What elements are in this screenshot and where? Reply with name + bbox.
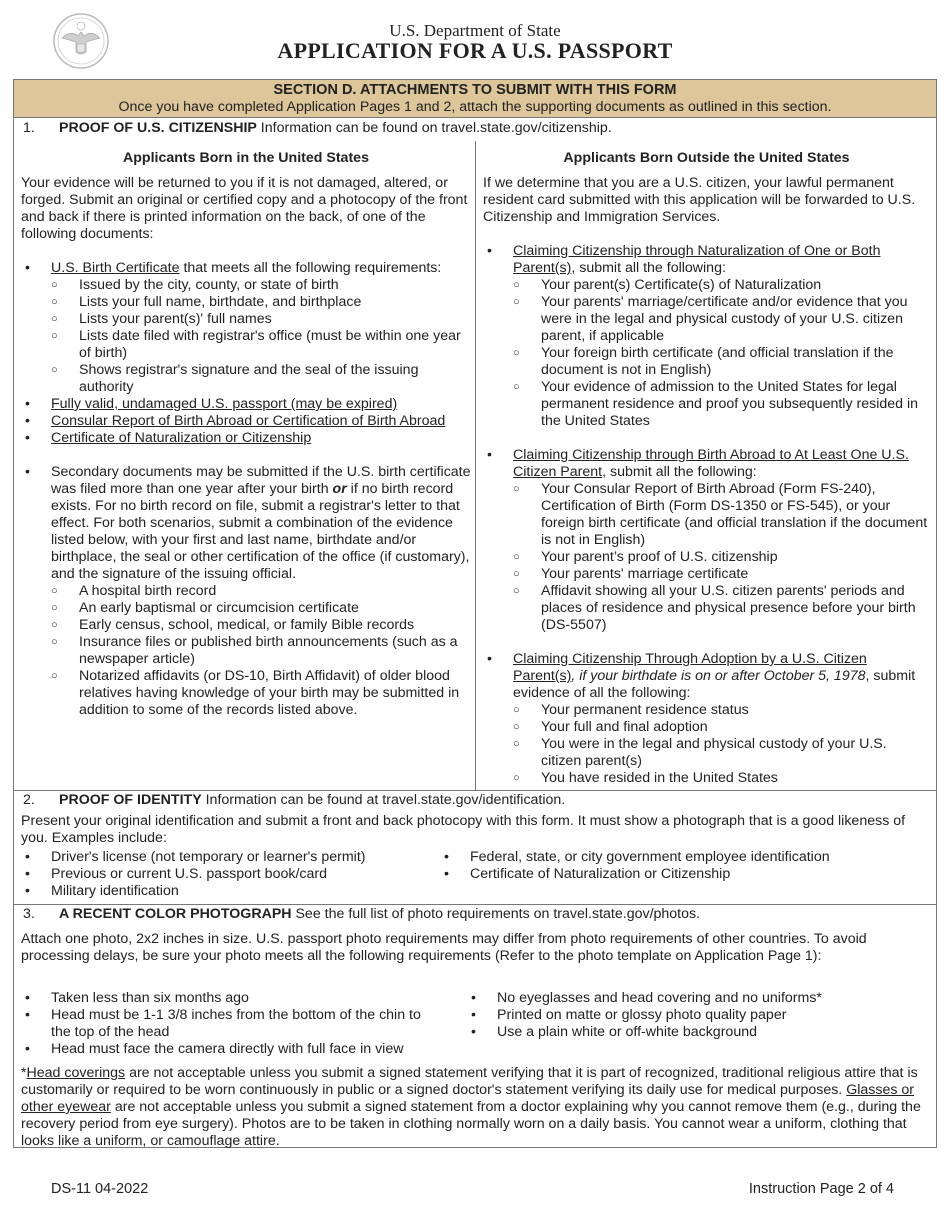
section3-info: See the full list of photo requirements on travel.state.gov/photos. <box>291 906 701 922</box>
birth-certificate-text: that meets all the following requirements: <box>179 260 442 276</box>
section3-heading: A RECENT COLOR PHOTOGRAPH <box>59 906 292 922</box>
page-title: APPLICATION FOR A U.S. PASSPORT <box>277 38 673 63</box>
note-star: * <box>21 1065 27 1081</box>
list-item: • Head must face the camera directly with full face in view <box>21 1041 431 1058</box>
section2-info: Information can be found at travel.state.gov/identification. <box>201 792 566 808</box>
list-item: ○ Notarized affidavits (or DS-10, Birth Affidavit) of older blood relatives having knowledge of your birth may be submitted in addition to some of the records listed above. <box>51 668 471 719</box>
list-item: ○ Your parent’s proof of U.S. citizenship <box>513 549 930 566</box>
eyewear-text: are not acceptable unless you submit a signed statement from a doctor explaining why you cannot remove them (e.g., during the recovery period from eye surgery). Photos are to be taken in clothing normally worn on a daily basis. You cannot wear a uniform, clothing that looks like a uniform, or camouflage attire. <box>21 1099 921 1149</box>
list-item: ○ Your parents' marriage/certificate and/or evidence that you were in the legal and physical custody of your U.S. citizen parent, if applicable <box>513 294 930 345</box>
secondary-docs-item <box>21 464 471 719</box>
list-item: • Printed on matte or glossy photo quality paper <box>467 1007 927 1024</box>
section2-heading: PROOF OF IDENTITY <box>59 792 202 808</box>
adoption-claim-text: , submit evidence of all the following: <box>513 668 916 701</box>
identity-left-list <box>21 849 441 900</box>
list-item: ○ Your permanent residence status <box>513 702 930 719</box>
section3-number: 3. <box>23 906 35 922</box>
list-item: ○ Your Consular Report of Birth Abroad (Form FS-240), Certification of Birth (Form DS-1350 or FS-545), or your foreign birth certificate (and official translation if the document is not in English) <box>513 481 930 549</box>
section3-body: Attach one photo, 2x2 inches in size. U.S. passport photo requirements may differ from photo requirements of other countries. To avoid processing delays, be sure your photo meets all the following requirements (Refer to the photo template on Application Page 1): <box>21 931 867 964</box>
naturalization-claim-text: , submit all the following: <box>571 260 726 276</box>
section1-number: 1. <box>23 120 35 136</box>
list-item: • Head must be 1-1 3/8 inches from the bottom of the chin to the top of the head <box>21 1007 431 1041</box>
section1-info: Information can be found on travel.state.gov/citizenship. <box>256 120 612 136</box>
section2-number: 2. <box>23 792 35 808</box>
identity-right-list <box>440 849 930 883</box>
section-subtitle: Once you have completed Application Pages 1 and 2, attach the supporting documents as outlined in this section. <box>118 99 832 115</box>
section3-header <box>23 906 928 923</box>
list-item: ○ A hospital birth record <box>51 583 471 600</box>
head-coverings-label: Head coverings <box>26 1065 126 1081</box>
section2-header <box>23 792 928 809</box>
photo-note <box>21 1065 933 1150</box>
list-item: ○ Lists your parent(s)' full names <box>51 311 471 328</box>
list-item: ○ Lists date filed with registrar's office (must be within one year of birth) <box>51 328 471 362</box>
secondary-text-a: Secondary documents may be submitted if the U.S. birth certificate was filed more than one year after your birth <box>51 464 471 497</box>
list-item: • Use a plain white or off-white background <box>467 1024 927 1041</box>
section2-body: Present your original identification and submit a front and back photocopy with this form. It must show a photograph that is a good likeness of you. Examples include: <box>21 813 906 846</box>
birth-certificate-item <box>21 260 471 396</box>
list-item: ○ Shows registrar's signature and the seal of the issuing authority <box>51 362 471 396</box>
list-item: ○ Your foreign birth certificate (and official translation if the document is not in English) <box>513 345 930 379</box>
list-item: ○ Your full and final adoption <box>513 719 930 736</box>
section-banner <box>14 80 936 118</box>
adoption-claim-label: Claiming Citizenship Through Adoption by a U.S. Citizen Parent(s) <box>513 651 867 684</box>
section1-heading: PROOF OF U.S. CITIZENSHIP <box>59 120 257 136</box>
adoption-claim-condition: , if your birthdate is on or after October 5, 1978 <box>571 668 866 684</box>
right-column <box>483 150 930 787</box>
department-name: U.S. Department of State <box>389 21 561 40</box>
naturalization-cert-item: • Certificate of Naturalization or Citizenship <box>21 430 471 447</box>
list-item: • Taken less than six months ago <box>21 990 431 1007</box>
right-column-heading: Applicants Born Outside the United States <box>563 150 850 166</box>
section-title: SECTION D. ATTACHMENTS TO SUBMIT WITH THIS FORM <box>273 82 677 98</box>
list-item: • No eyeglasses and head covering and no uniforms* <box>467 990 927 1007</box>
photo-left-list <box>21 990 431 1058</box>
list-item: ○ You have resided in the United States <box>513 770 930 787</box>
list-item: ○ Your parent(s) Certificate(s) of Naturalization <box>513 277 930 294</box>
list-item: • Previous or current U.S. passport book/card <box>21 866 441 883</box>
list-item: ○ Issued by the city, county, or state of birth <box>51 277 471 294</box>
passport-doc-item: • Fully valid, undamaged U.S. passport (may be expired) <box>21 396 471 413</box>
list-item: • Driver's license (not temporary or learner's permit) <box>21 849 441 866</box>
list-item: • Federal, state, or city government employee identification <box>440 849 930 866</box>
birth-abroad-claim-text: , submit all the following: <box>602 464 757 480</box>
naturalization-claim-label: Claiming Citizenship through Naturalization of One or Both Parent(s) <box>513 243 881 276</box>
list-item: ○ An early baptismal or circumcision certificate <box>51 600 471 617</box>
list-item: ○ Your parents' marriage certificate <box>513 566 930 583</box>
list-item: • Military identification <box>21 883 441 900</box>
left-column <box>21 150 471 719</box>
consular-report-item: • Consular Report of Birth Abroad or Certification of Birth Abroad <box>21 413 471 430</box>
great-seal-icon <box>52 12 110 70</box>
list-item: ○ You were in the legal and physical custody of your U.S. citizen parent(s) <box>513 736 930 770</box>
list-item: ○ Insurance files or published birth announcements (such as a newspaper article) <box>51 634 471 668</box>
head-coverings-text: are not acceptable unless you submit a signed statement verifying that it is part of recognized, traditional religious attire that is customarily or required to be worn continuously in public or a signed doctor's statement verifying its daily use for medical purposes. <box>21 1065 918 1098</box>
list-item: ○ Affidavit showing all your U.S. citizen parents' periods and places of residence and physical presence before your birth (DS-5507) <box>513 583 930 634</box>
birth-certificate-label: U.S. Birth Certificate <box>51 260 180 276</box>
right-intro: If we determine that you are a U.S. citizen, your lawful permanent resident card submitted with this application will be forwarded to U.S. Citizenship and Immigration Services. <box>483 175 916 225</box>
eyewear-label: Glasses or other eyewear <box>21 1082 915 1115</box>
page-number: Instruction Page 2 of 4 <box>748 1181 894 1197</box>
birth-abroad-claim-label: Claiming Citizenship through Birth Abroad to At Least One U.S. Citizen Parent <box>513 447 909 480</box>
section-d-frame <box>13 79 937 1148</box>
form-id: DS-11 04-2022 <box>51 1181 149 1197</box>
photo-right-list <box>467 990 927 1041</box>
secondary-text-b: if no birth record exists. For no birth record on file, submit a registrar's letter to that effect. For both scenarios, submit a combination of the evidence listed below, with your first and last name, birthdate and/or birthplace, the seal or other certification of the office (if customary), and the signature of the issuing official. <box>51 481 470 582</box>
left-column-heading: Applicants Born in the United States <box>123 150 369 166</box>
list-item: ○ Early census, school, medical, or family Bible records <box>51 617 471 634</box>
list-item: ○ Your evidence of admission to the United States for legal permanent residence and proof you subsequently resided in the United States <box>513 379 930 430</box>
section1-header <box>23 120 928 137</box>
secondary-or: or <box>332 481 347 497</box>
naturalization-claim-item <box>483 243 930 430</box>
divider <box>14 790 936 791</box>
divider <box>14 904 936 905</box>
birth-abroad-claim-item <box>483 447 930 634</box>
left-intro: Your evidence will be returned to you if it is not damaged, altered, or forged. Submit an original or certified copy and a photocopy of the front and back if there is printed information on the back, of one of the following documents: <box>21 175 468 242</box>
column-divider <box>475 141 476 790</box>
adoption-claim-item <box>483 651 930 787</box>
list-item: • Certificate of Naturalization or Citizenship <box>440 866 930 883</box>
list-item: ○ Lists your full name, birthdate, and birthplace <box>51 294 471 311</box>
